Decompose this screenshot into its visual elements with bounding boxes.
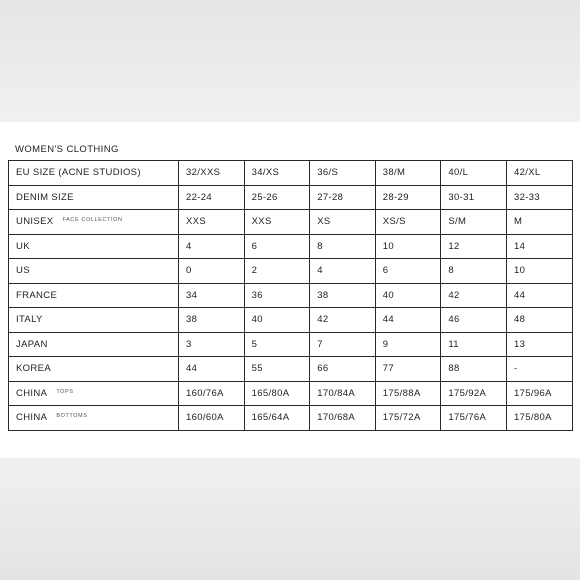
row-sublabel: BOTTOMS bbox=[56, 413, 88, 420]
row-label: UNISEX bbox=[16, 216, 54, 228]
row-label: CHINA bbox=[16, 412, 48, 424]
size-value-cell: 160/76A bbox=[179, 381, 245, 406]
size-value-cell: 6 bbox=[375, 259, 441, 284]
size-value-cell: 4 bbox=[310, 259, 376, 284]
size-value-cell: 175/88A bbox=[375, 381, 441, 406]
size-value-cell: 8 bbox=[310, 234, 376, 259]
row-label-cell bbox=[9, 283, 179, 308]
size-value-cell: 10 bbox=[506, 259, 572, 284]
table-row bbox=[9, 259, 573, 284]
table-row bbox=[9, 161, 573, 186]
size-value-cell: 165/64A bbox=[244, 406, 310, 431]
size-value-cell: 7 bbox=[310, 332, 376, 357]
size-value-cell: 38 bbox=[310, 283, 376, 308]
size-value-cell: 25-26 bbox=[244, 185, 310, 210]
size-value-cell: 8 bbox=[441, 259, 507, 284]
table-row bbox=[9, 234, 573, 259]
size-value-cell: 170/68A bbox=[310, 406, 376, 431]
row-label: DENIM SIZE bbox=[16, 191, 74, 203]
row-label-cell bbox=[9, 332, 179, 357]
size-value-cell: 77 bbox=[375, 357, 441, 382]
table-row bbox=[9, 357, 573, 382]
table-row bbox=[9, 332, 573, 357]
background-band-bottom bbox=[0, 458, 580, 580]
size-value-cell: 34 bbox=[179, 283, 245, 308]
size-value-cell: 40 bbox=[244, 308, 310, 333]
row-label: FRANCE bbox=[16, 289, 58, 301]
size-value-cell: XXS bbox=[244, 210, 310, 235]
size-value-cell: 12 bbox=[441, 234, 507, 259]
size-value-cell: 2 bbox=[244, 259, 310, 284]
row-label: EU SIZE (ACNE STUDIOS) bbox=[16, 167, 141, 179]
row-label-cell bbox=[9, 357, 179, 382]
size-value-cell: 34/XS bbox=[244, 161, 310, 186]
size-value-cell: 44 bbox=[179, 357, 245, 382]
size-value-cell: 160/60A bbox=[179, 406, 245, 431]
size-value-cell: 165/80A bbox=[244, 381, 310, 406]
table-row bbox=[9, 283, 573, 308]
size-value-cell: 13 bbox=[506, 332, 572, 357]
size-value-cell: 175/76A bbox=[441, 406, 507, 431]
table-row bbox=[9, 185, 573, 210]
size-value-cell: 32/XXS bbox=[179, 161, 245, 186]
row-label: ITALY bbox=[16, 314, 43, 326]
size-value-cell: 9 bbox=[375, 332, 441, 357]
size-value-cell: 42 bbox=[441, 283, 507, 308]
size-value-cell: 30-31 bbox=[441, 185, 507, 210]
size-value-cell: 170/84A bbox=[310, 381, 376, 406]
size-chart-sheet bbox=[0, 122, 580, 458]
size-value-cell: 36 bbox=[244, 283, 310, 308]
table-row bbox=[9, 406, 573, 431]
row-label: UK bbox=[16, 240, 30, 252]
size-value-cell: 42/XL bbox=[506, 161, 572, 186]
size-value-cell: 44 bbox=[375, 308, 441, 333]
size-value-cell: XS/S bbox=[375, 210, 441, 235]
page-title: WOMEN'S CLOTHING bbox=[15, 144, 119, 155]
row-sublabel: TOPS bbox=[56, 388, 74, 395]
size-table-body bbox=[9, 161, 573, 431]
size-value-cell: 88 bbox=[441, 357, 507, 382]
row-label-cell bbox=[9, 308, 179, 333]
row-sublabel: FACE COLLECTION bbox=[62, 217, 123, 224]
size-value-cell: 10 bbox=[375, 234, 441, 259]
size-value-cell: XS bbox=[310, 210, 376, 235]
row-label-cell bbox=[9, 234, 179, 259]
size-value-cell: 38/M bbox=[375, 161, 441, 186]
table-row bbox=[9, 308, 573, 333]
size-value-cell: 175/80A bbox=[506, 406, 572, 431]
size-value-cell: 175/72A bbox=[375, 406, 441, 431]
size-value-cell: 40 bbox=[375, 283, 441, 308]
size-value-cell: XXS bbox=[179, 210, 245, 235]
size-value-cell: 22-24 bbox=[179, 185, 245, 210]
size-value-cell: 46 bbox=[441, 308, 507, 333]
row-label-cell bbox=[9, 406, 179, 431]
size-value-cell: M bbox=[506, 210, 572, 235]
size-value-cell: 6 bbox=[244, 234, 310, 259]
size-value-cell: 11 bbox=[441, 332, 507, 357]
background-band-top bbox=[0, 0, 580, 122]
row-label: CHINA bbox=[16, 387, 48, 399]
row-label: JAPAN bbox=[16, 338, 48, 350]
size-value-cell: 48 bbox=[506, 308, 572, 333]
size-value-cell: 175/92A bbox=[441, 381, 507, 406]
size-value-cell: 0 bbox=[179, 259, 245, 284]
size-value-cell: 27-28 bbox=[310, 185, 376, 210]
row-label: KOREA bbox=[16, 363, 52, 375]
size-value-cell: - bbox=[506, 357, 572, 382]
size-value-cell: 3 bbox=[179, 332, 245, 357]
size-value-cell: 40/L bbox=[441, 161, 507, 186]
row-label-cell bbox=[9, 381, 179, 406]
size-value-cell: 42 bbox=[310, 308, 376, 333]
size-value-cell: 32-33 bbox=[506, 185, 572, 210]
size-table bbox=[8, 160, 573, 431]
table-row bbox=[9, 381, 573, 406]
size-value-cell: 5 bbox=[244, 332, 310, 357]
size-value-cell: 36/S bbox=[310, 161, 376, 186]
row-label-cell bbox=[9, 185, 179, 210]
size-value-cell: 66 bbox=[310, 357, 376, 382]
size-value-cell: 55 bbox=[244, 357, 310, 382]
size-value-cell: 44 bbox=[506, 283, 572, 308]
size-value-cell: S/M bbox=[441, 210, 507, 235]
row-label-cell bbox=[9, 210, 179, 235]
row-label-cell bbox=[9, 259, 179, 284]
size-value-cell: 28-29 bbox=[375, 185, 441, 210]
row-label-cell bbox=[9, 161, 179, 186]
size-value-cell: 38 bbox=[179, 308, 245, 333]
row-label: US bbox=[16, 265, 30, 277]
size-value-cell: 14 bbox=[506, 234, 572, 259]
table-row bbox=[9, 210, 573, 235]
size-value-cell: 175/96A bbox=[506, 381, 572, 406]
size-value-cell: 4 bbox=[179, 234, 245, 259]
